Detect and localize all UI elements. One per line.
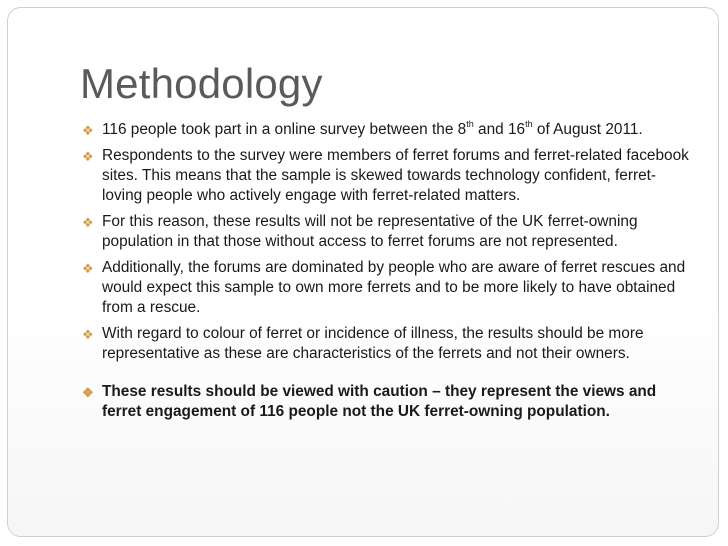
slide-title: Methodology [80,60,323,107]
bullet-diamond-icon: ❖ [82,215,94,230]
bullet-diamond-icon: ❖ [82,149,94,164]
bullet-colour-illness [80,324,690,364]
bullet-text: Additionally, the forums are dominated by people who are aware of ferret rescues and would expect this sample to own more ferrets and to be more likely to have obtained from a rescue. [102,259,686,316]
bullet-forums-bias [80,258,690,318]
bullet-caution [80,382,690,422]
bullet-text: of August 2011. [532,121,643,138]
bullet-respondents [80,146,690,206]
ordinal-suffix: th [525,118,533,129]
bullet-survey-dates [80,120,690,140]
bullet-text: and 16 [473,121,526,138]
bullet-diamond-icon: ❖ [82,123,94,138]
bullet-text: These results should be viewed with caution – they represent the views and ferret engagement of 116 people not the UK ferret-owning population. [102,383,657,420]
bullet-list [80,120,690,428]
bullet-text: 116 people took part in a online survey between the 8 [102,121,467,138]
bullet-diamond-icon: ❖ [82,385,94,400]
bullet-text: For this reason, these results will not be representative of the UK ferret-owning population in that those without access to ferret forums are not represented. [102,213,638,250]
bullet-representativeness [80,212,690,252]
bullet-diamond-icon: ❖ [82,261,94,276]
bullet-text: With regard to colour of ferret or incidence of illness, the results should be more representative as these are characteristics of the ferrets and not their owners. [102,325,644,362]
ordinal-suffix: th [466,118,474,129]
bullet-diamond-icon: ❖ [82,327,94,342]
bullet-text: Respondents to the survey were members of ferret forums and ferret-related facebook sites. This means that the sample is skewed towards technology confident, ferret-loving people who actively engage with ferret-related matters. [102,147,689,204]
